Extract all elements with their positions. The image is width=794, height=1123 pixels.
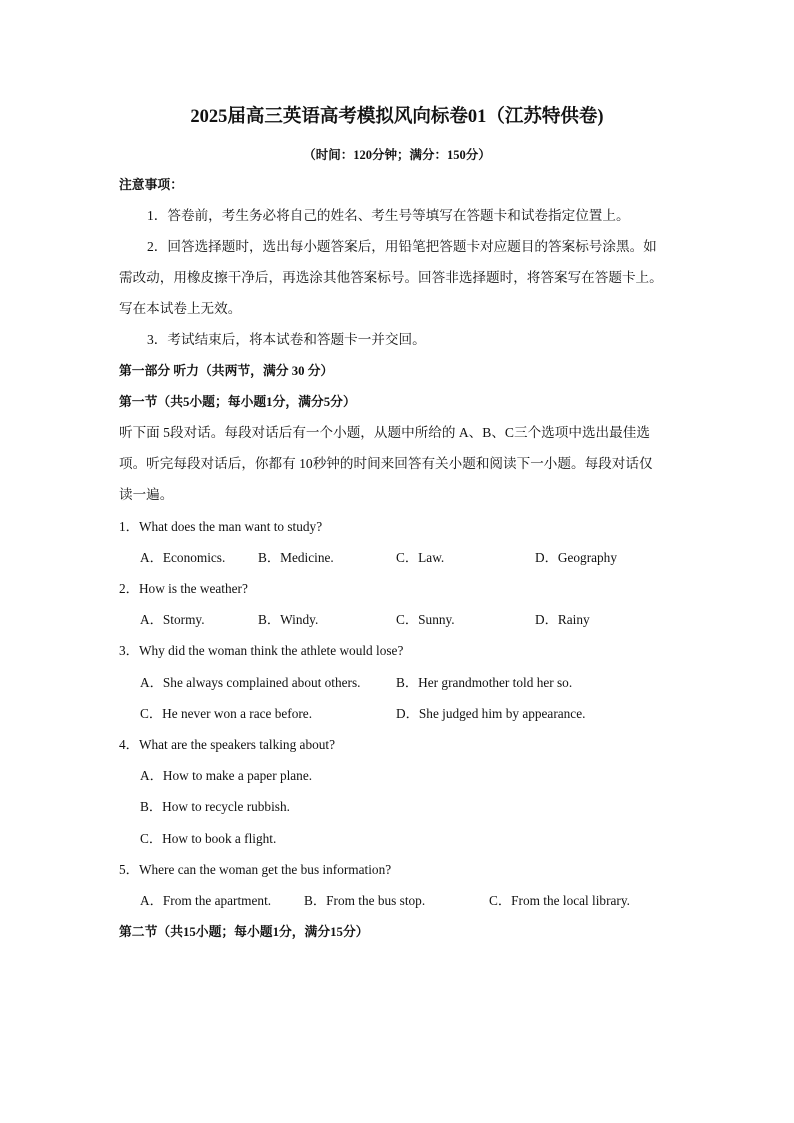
question-4-stem: 4．What are the speakers talking about? xyxy=(119,737,335,752)
question-3-stem: 3．Why did the woman think the athlete would lose? xyxy=(119,643,404,658)
question-4-option-a: A．How to make a paper plane. xyxy=(140,768,313,783)
notice-item-3: 3．考试结束后，将本试卷和答题卡一并交回。 xyxy=(147,332,426,347)
question-1-stem: 1．What does the man want to study? xyxy=(119,519,323,534)
part1-heading: 第一部分 听力（共两节，满分 30 分） xyxy=(119,364,334,378)
question-3-option-d: D．She judged him by appearance. xyxy=(396,706,586,721)
question-2-option-a: A．Stormy. xyxy=(140,612,205,627)
question-5-option-b: B．From the bus stop. xyxy=(304,893,426,908)
question-1-option-a: A．Economics. xyxy=(140,550,226,565)
question-3-option-c: C．He never won a race before. xyxy=(140,706,313,721)
section1-intro-line-2: 项。听完每段对话后，你都有 10秒钟的时间来回答有关小题和阅读下一小题。每段对话仅 xyxy=(119,456,653,471)
notice-item-2-line-3: 写在本试卷上无效。 xyxy=(119,301,242,316)
question-2-option-c: C．Sunny. xyxy=(396,612,455,627)
page-title: 2025届高三英语高考模拟风向标卷01（江苏特供卷) xyxy=(190,107,604,127)
section2-heading: 第二节（共15小题；每小题1分，满分15分） xyxy=(119,925,369,939)
question-4-option-b: B．How to recycle rubbish. xyxy=(140,799,290,814)
question-1-option-d: D．Geography xyxy=(535,550,617,565)
question-2-option-d: D．Rainy xyxy=(535,612,590,627)
section1-intro-line-3: 读一遍。 xyxy=(119,487,174,502)
notice-item-2-line-2: 需改动，用橡皮擦干净后，再选涂其他答案标号。回答非选择题时，将答案写在答题卡上。 xyxy=(119,270,663,285)
question-2-option-b: B．Windy. xyxy=(258,612,319,627)
question-1-option-c: C．Law. xyxy=(396,550,445,565)
question-5-option-c: C．From the local library. xyxy=(489,893,630,908)
question-4-option-c: C．How to book a flight. xyxy=(140,831,277,846)
question-5-option-a: A．From the apartment. xyxy=(140,893,272,908)
exam-time-score: （时间：120分钟；满分：150分） xyxy=(303,148,491,162)
question-2-stem: 2．How is the weather? xyxy=(119,581,248,596)
section1-intro-line-1: 听下面 5段对话。每段对话后有一个小题，从题中所给的 A、B、C三个选项中选出最佳选 xyxy=(119,425,650,440)
notice-item-1: 1．答卷前，考生务必将自己的姓名、考生号等填写在答题卡和试卷指定位置上。 xyxy=(147,208,630,223)
question-5-stem: 5．Where can the woman get the bus information? xyxy=(119,862,392,877)
notice-heading: 注意事项： xyxy=(119,178,183,192)
notice-item-2-line-1: 2．回答选择题时，选出每小题答案后，用铅笔把答题卡对应题目的答案标号涂黑。如 xyxy=(147,239,657,254)
question-1-option-b: B．Medicine. xyxy=(258,550,334,565)
question-3-option-a: A．She always complained about others. xyxy=(140,675,361,690)
question-3-option-b: B．Her grandmother told her so. xyxy=(396,675,573,690)
section1-heading: 第一节（共5小题；每小题1分，满分5分） xyxy=(119,395,356,409)
